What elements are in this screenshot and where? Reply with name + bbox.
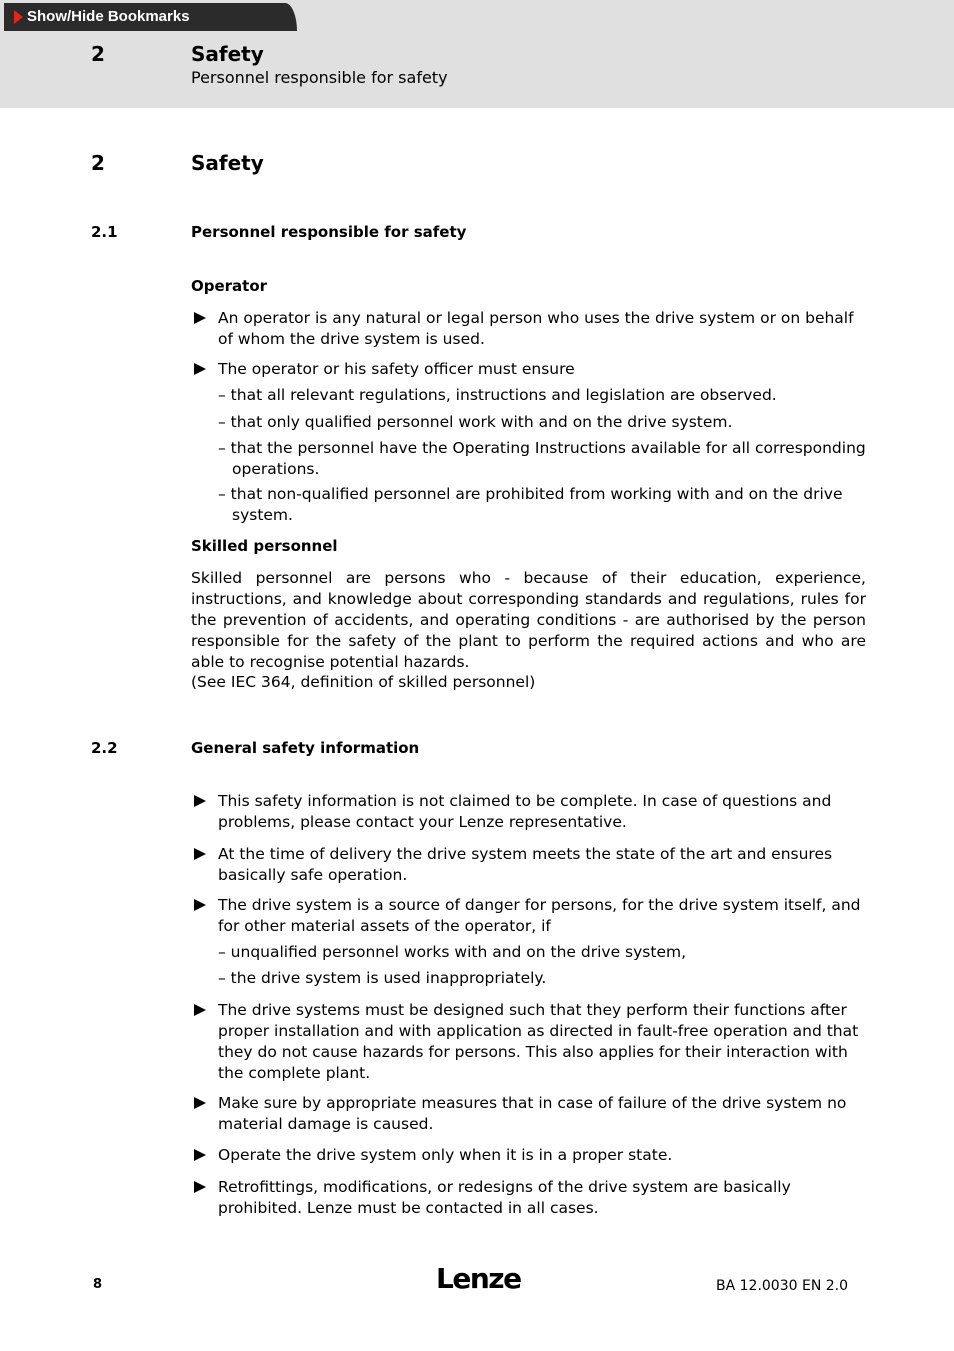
section-2-2-number: 2.2 <box>91 739 118 757</box>
bullet-arrow-icon <box>194 848 206 860</box>
bullet-arrow-icon <box>194 1004 206 1016</box>
section-2-1-number: 2.1 <box>91 223 118 241</box>
bullet-arrow-icon <box>194 899 206 911</box>
danger-dash-item: – unqualified personnel works with and on the drive system, <box>218 943 687 961</box>
safety-bullet: At the time of delivery the drive system meets the state of the art and ensures basically safe operation. <box>218 845 833 884</box>
header-subtitle: Personnel responsible for safety <box>191 68 448 87</box>
safety-bullet: Retrofittings, modifications, or redesigns of the drive system are basically prohibited. Lenze must be contacted in all cases. <box>218 1178 791 1217</box>
operator-bullet: An operator is any natural or legal person who uses the drive system or on behalf of whom the drive system is used. <box>218 309 854 348</box>
header-chapter-title: Safety <box>191 42 264 66</box>
running-header <box>0 0 954 108</box>
chapter-number: 2 <box>91 151 105 175</box>
bullet-arrow-icon <box>194 363 206 375</box>
bullet-arrow-icon <box>194 312 206 324</box>
bookmark-arrow-icon <box>14 10 23 24</box>
section-2-1-title: Personnel responsible for safety <box>191 223 467 241</box>
bookmark-button-label: Show/Hide Bookmarks <box>27 8 190 25</box>
bullet-arrow-icon <box>194 1181 206 1193</box>
bullet-arrow-icon <box>194 795 206 807</box>
header-chapter-number: 2 <box>91 42 105 66</box>
operator-dash-item: – that non-qualified personnel are prohibited from working with and on the drive system. <box>218 485 843 524</box>
operator-dash-item: – that the personnel have the Operating Instructions available for all corresponding operations. <box>218 439 866 478</box>
safety-bullet: The drive systems must be designed such that they perform their functions after proper installation and with application as directed in fault-free operation and that they do not cause hazards for persons. This also applies for their interaction with the complete plant. <box>218 1001 859 1082</box>
chapter-title: Safety <box>191 151 264 175</box>
safety-bullet: Make sure by appropriate measures that in case of failure of the drive system no material damage is caused. <box>218 1094 847 1133</box>
lenze-logo: Lenze <box>436 1262 521 1295</box>
operator-heading: Operator <box>191 277 268 295</box>
danger-dash-item: – the drive system is used inappropriately. <box>218 969 547 987</box>
bullet-arrow-icon <box>194 1097 206 1109</box>
safety-bullet: The drive system is a source of danger for persons, for the drive system itself, and for other material assets of the operator, if <box>218 896 861 935</box>
safety-bullet: Operate the drive system only when it is in a proper state. <box>218 1146 673 1164</box>
page-number: 8 <box>93 1277 103 1292</box>
safety-bullet: This safety information is not claimed to be complete. In case of questions and problems, please contact your Lenze representative. <box>218 792 832 831</box>
show-hide-bookmarks-button[interactable] <box>4 3 297 31</box>
skilled-personnel-heading: Skilled personnel <box>191 537 338 555</box>
operator-bullet: The operator or his safety officer must ensure <box>218 360 575 378</box>
operator-dash-item: – that only qualified personnel work with and on the drive system. <box>218 413 733 431</box>
skilled-personnel-paragraph: Skilled personnel are persons who - because of their education, experience, instructions, and knowledge about corresponding standards and regulations, rules for the prevention of accidents, and operating conditions - are authorised by the person responsible for the safety of the plant to perform the required actions and who are able to recognise potential hazards. <box>191 569 866 671</box>
skilled-personnel-reference: (See IEC 364, definition of skilled personnel) <box>191 673 536 691</box>
section-2-2-title: General safety information <box>191 739 420 757</box>
bullet-arrow-icon <box>194 1149 206 1161</box>
operator-dash-item: – that all relevant regulations, instructions and legislation are observed. <box>218 386 777 404</box>
document-id: BA 12.0030 EN 2.0 <box>716 1278 849 1294</box>
